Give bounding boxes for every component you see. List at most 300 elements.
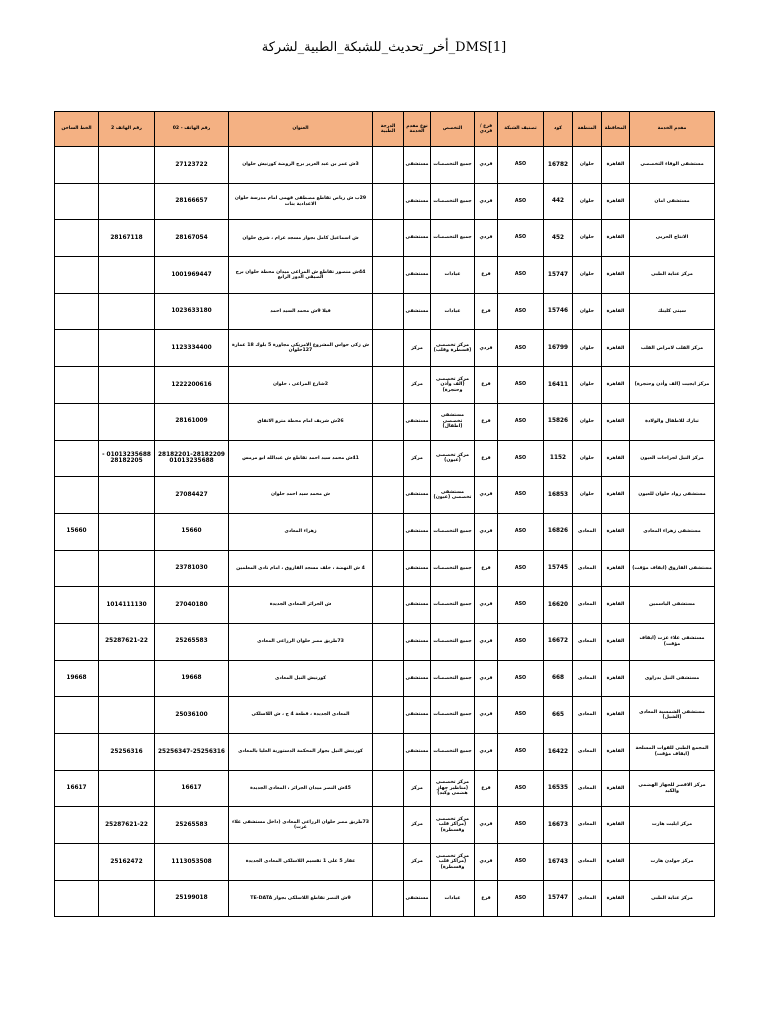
column-header: رقم الهاتف - 02 (155, 112, 229, 147)
table-cell (55, 220, 99, 257)
column-header: فرع / فردي (475, 112, 498, 147)
table-cell: مركز (404, 770, 431, 807)
table-cell (99, 183, 155, 220)
table-cell: القاهرة (602, 880, 630, 917)
table-cell: مركز (404, 367, 431, 404)
table-row (55, 220, 715, 257)
table-cell (373, 807, 404, 844)
table-cell: 28166657 (155, 183, 229, 220)
table-cell (99, 257, 155, 294)
table-cell: ASO (498, 220, 544, 257)
table-cell: عيادات (431, 880, 475, 917)
table-cell (373, 330, 404, 367)
table-cell: ASO (498, 660, 544, 697)
table-cell (55, 477, 99, 514)
column-header: المحافظة (602, 112, 630, 147)
table-cell: القاهرة (602, 477, 630, 514)
table-cell: كورنيش النيل المعادى (229, 660, 373, 697)
table-cell: فردي (475, 220, 498, 257)
table-row (55, 550, 715, 587)
table-cell (373, 880, 404, 917)
table-cell: القاهرة (602, 550, 630, 587)
table-cell: 15746 (544, 293, 573, 330)
table-cell (373, 220, 404, 257)
table-cell: مركز تخصصى (مراكز قلب وقسطرة) (431, 807, 475, 844)
table-cell: القاهرة (602, 220, 630, 257)
table-cell: 4 ش النهضة ، خلف مسجد الفاروق ، امام نادى المعلمين (229, 550, 373, 587)
table-cell: 28167054 (155, 220, 229, 257)
column-header: التخصص (431, 112, 475, 147)
table-cell (55, 183, 99, 220)
table-cell: فرع (475, 880, 498, 917)
table-cell (373, 257, 404, 294)
table-cell: فردي (475, 623, 498, 660)
table-cell: فردي (475, 844, 498, 881)
table-cell: ASO (498, 623, 544, 660)
table-cell: القاهرة (602, 844, 630, 881)
table-cell (99, 293, 155, 330)
table-cell: القاهرة (602, 623, 630, 660)
table-cell: 1113053508 (155, 844, 229, 881)
table-cell: ASO (498, 770, 544, 807)
table-cell (373, 844, 404, 881)
table-cell: مستشفى الفاروق (ايقاف مؤقت) (630, 550, 715, 587)
table-cell (373, 697, 404, 734)
table-cell: 27084427 (155, 477, 229, 514)
table-cell: 23781030 (155, 550, 229, 587)
table-cell (99, 880, 155, 917)
table-cell: جميع التخصصات (431, 623, 475, 660)
table-cell (55, 807, 99, 844)
table-cell: ASO (498, 844, 544, 881)
table-cell: القاهرة (602, 367, 630, 404)
table-cell: ASO (498, 880, 544, 917)
table-cell: المعادى (573, 770, 602, 807)
document-title: أخر_تحديث_للشبكة_الطبية_لشركة_DMS[1] (261, 40, 507, 55)
table-cell: 16826 (544, 513, 573, 550)
table-cell: ش زكى حواس المشروع الامريكى مجاورة 5 بلوك 18 عمارة 127حلوان (229, 330, 373, 367)
table-row (55, 807, 715, 844)
table-cell: فردي (475, 587, 498, 624)
table-cell: 1123334400 (155, 330, 229, 367)
table-cell: 1001969447 (155, 257, 229, 294)
table-cell: ASO (498, 477, 544, 514)
table-cell: المعادى (573, 587, 602, 624)
table-cell (373, 550, 404, 587)
table-cell: القاهرة (602, 257, 630, 294)
table-cell (99, 550, 155, 587)
table-cell: المعادى (573, 697, 602, 734)
table-cell: المعادى (573, 623, 602, 660)
table-cell: حلوان (573, 330, 602, 367)
table-cell: 15826 (544, 403, 573, 440)
table-cell: جميع التخصصات (431, 183, 475, 220)
table-cell: حلوان (573, 147, 602, 184)
table-cell: فردي (475, 477, 498, 514)
table-cell (55, 293, 99, 330)
table-cell (99, 367, 155, 404)
table-cell: 16672 (544, 623, 573, 660)
table-cell: 1152 (544, 440, 573, 477)
table-cell (55, 440, 99, 477)
table-cell: حلوان (573, 183, 602, 220)
table-row (55, 734, 715, 771)
table-cell: ASO (498, 183, 544, 220)
table-cell: المعادى (573, 807, 602, 844)
table-cell: مركز تخصصى (قسطرة وقلب) (431, 330, 475, 367)
table-cell: 73طريق مصر حلوان الزراعى المعادى (داخل مستشفى علاء عزت) (229, 807, 373, 844)
table-cell: 25199018 (155, 880, 229, 917)
table-cell: 2شارع المراغى ، حلوان (229, 367, 373, 404)
table-cell: 29ب ش رياض تقاطع مصطفى فهمى امام مدرسة حلوان الاعدادية بنات (229, 183, 373, 220)
table-cell (99, 477, 155, 514)
table-cell: ASO (498, 513, 544, 550)
column-header: المنطقة (573, 112, 602, 147)
table-cell (55, 550, 99, 587)
table-cell: 28161009 (155, 403, 229, 440)
table-cell: ASO (498, 403, 544, 440)
table-cell: ASO (498, 697, 544, 734)
table-cell: فيلا 9ش محمد السيد احمد (229, 293, 373, 330)
table-cell (55, 623, 99, 660)
table-row (55, 440, 715, 477)
table-cell (373, 477, 404, 514)
table-row (55, 293, 715, 330)
table-cell: فردي (475, 807, 498, 844)
table-cell: حلوان (573, 403, 602, 440)
table-cell (373, 367, 404, 404)
table-cell: القاهرة (602, 697, 630, 734)
column-header: تصنيف الشبكة (498, 112, 544, 147)
table-cell: سيتى كلينك (630, 293, 715, 330)
column-header: العنوان (229, 112, 373, 147)
table-cell (55, 257, 99, 294)
table-cell (99, 770, 155, 807)
table-cell: مستشفى (404, 660, 431, 697)
table-cell: 15660 (55, 513, 99, 550)
table-cell: مستشفى (404, 477, 431, 514)
table-cell: مركز القلب لامراض القلب (630, 330, 715, 367)
table-cell: 26ش شريف امام محطة مترو الاتفاق (229, 403, 373, 440)
table-cell: 16617 (55, 770, 99, 807)
table-cell: مركز النيل لجراحات العيون (630, 440, 715, 477)
table-cell: 19668 (55, 660, 99, 697)
column-header: كود (544, 112, 573, 147)
table-cell: مستشفى الوفاء التخصصي (630, 147, 715, 184)
table-cell (373, 770, 404, 807)
table-cell (373, 623, 404, 660)
table-cell: 25287621-22 (99, 807, 155, 844)
table-cell: ASO (498, 550, 544, 587)
column-header: مقدم الخدمة (630, 112, 715, 147)
table-cell: ASO (498, 367, 544, 404)
table-cell: مستشفى زهراء المعادى (630, 513, 715, 550)
table-cell: مستشفى الياسمين (630, 587, 715, 624)
table-cell: 15747 (544, 880, 573, 917)
table-cell: القاهرة (602, 147, 630, 184)
table-cell: مركز تخصصى (عيون) (431, 440, 475, 477)
table-cell: فردي (475, 660, 498, 697)
table-cell: 15745 (544, 550, 573, 587)
table-cell: فردي (475, 513, 498, 550)
table-cell: 44ش منصور تقاطع ش المراغى ميدان محطة حلوان برج الصيفى الدور الرابع (229, 257, 373, 294)
table-cell: مركز عناية الطبى (630, 880, 715, 917)
table-cell: القاهرة (602, 660, 630, 697)
table-row (55, 403, 715, 440)
table-cell: جميع التخصصات (431, 587, 475, 624)
table-cell: مستشفى رواد حلوان للعيون (630, 477, 715, 514)
table-cell: جميع التخصصات (431, 697, 475, 734)
table-cell: 25256316 (99, 734, 155, 771)
table-cell: حلوان (573, 220, 602, 257)
table-cell (55, 697, 99, 734)
table-cell: مركز (404, 330, 431, 367)
table-cell: مستشفى تخصصى (اطفال) (431, 403, 475, 440)
table-row (55, 147, 715, 184)
table-row (55, 697, 715, 734)
table-cell: مستشفى (404, 880, 431, 917)
table-cell: 73طريق مصر حلوان الزراعى المعادى (229, 623, 373, 660)
table-cell: 28182201-28182209 01013235688 (155, 440, 229, 477)
table-cell: 16782 (544, 147, 573, 184)
table-cell: 1023633180 (155, 293, 229, 330)
table-cell: 25256347-25256316 (155, 734, 229, 771)
table-cell: مركز تخصصى (الف وأذن وحنجرة) (431, 367, 475, 404)
table-cell (99, 147, 155, 184)
table-cell: القاهرة (602, 403, 630, 440)
table-cell: 16743 (544, 844, 573, 881)
table-row (55, 367, 715, 404)
table-cell: 16617 (155, 770, 229, 807)
table-cell: المجمع الطبى للقوات المسلحة (ايقاف مؤقت) (630, 734, 715, 771)
table-cell: ش اسماعيل كامل بجوار مسجد عزام ، شرق حلوان (229, 220, 373, 257)
table-cell: 16673 (544, 807, 573, 844)
table-cell: مركز جولدن هارت (630, 844, 715, 881)
table-row (55, 183, 715, 220)
table-cell: فرع (475, 367, 498, 404)
table-cell: المعادى (573, 880, 602, 917)
table-cell: مركز ايليت هارت (630, 807, 715, 844)
table-cell (55, 844, 99, 881)
table-cell: ش محمد سيد احمد حلوان (229, 477, 373, 514)
table-cell: الانتاج الحربى (630, 220, 715, 257)
column-header: الدرجة الطبية (373, 112, 404, 147)
table-cell: فرع (475, 293, 498, 330)
table-cell: فردي (475, 183, 498, 220)
table-cell: المعادى (573, 844, 602, 881)
table-row (55, 330, 715, 367)
table-cell: 15660 (155, 513, 229, 550)
table-cell: 1014111130 (99, 587, 155, 624)
table-cell (373, 403, 404, 440)
table-cell: 27123722 (155, 147, 229, 184)
table-cell: تبارك للاطفال والولادة (630, 403, 715, 440)
table-cell: ASO (498, 257, 544, 294)
table-cell (55, 367, 99, 404)
table-cell (373, 147, 404, 184)
table-cell: المعادى (573, 550, 602, 587)
table-cell (55, 880, 99, 917)
table-cell (55, 734, 99, 771)
table-cell: ASO (498, 587, 544, 624)
table-cell: مستشفى (404, 183, 431, 220)
column-header: الخط الساخن (55, 112, 99, 147)
table-row (55, 770, 715, 807)
table-cell (373, 734, 404, 771)
table-cell: القاهرة (602, 513, 630, 550)
column-header: رقم الهاتف 2 (99, 112, 155, 147)
table-cell: جميع التخصصات (431, 220, 475, 257)
table-row (55, 257, 715, 294)
table-cell (373, 293, 404, 330)
table-body (55, 147, 715, 917)
table-cell (55, 330, 99, 367)
table-cell: فردي (475, 147, 498, 184)
table-cell: ASO (498, 440, 544, 477)
table-cell: مركز ايجيت (الف وأذن وحنجرة) (630, 367, 715, 404)
column-header: نوع مقدم الخدمة (404, 112, 431, 147)
table-cell: ASO (498, 147, 544, 184)
table-cell: مستشفى (404, 257, 431, 294)
table-cell: فرع (475, 403, 498, 440)
table-cell: 668 (544, 660, 573, 697)
table-cell: 25265583 (155, 623, 229, 660)
table-cell: 3ش عمر بن عبد العزيز برج الروضة كورنيش حلوان (229, 147, 373, 184)
table-cell: ASO (498, 330, 544, 367)
table-cell: مركز (404, 440, 431, 477)
table-cell: القاهرة (602, 440, 630, 477)
table-cell: 665 (544, 697, 573, 734)
table-cell: فردي (475, 734, 498, 771)
table-cell: مركز تخصصى (مناظير جهاز هضمى وكبد) (431, 770, 475, 807)
table-row (55, 513, 715, 550)
table-cell: 16422 (544, 734, 573, 771)
table-row (55, 623, 715, 660)
table-cell: مركز الاقصر للجهاز الهضمى والكبد (630, 770, 715, 807)
table-cell: 16535 (544, 770, 573, 807)
table-cell: ASO (498, 293, 544, 330)
table-cell: مركز (404, 807, 431, 844)
table-cell: جميع التخصصات (431, 513, 475, 550)
table-cell: 25162472 (99, 844, 155, 881)
table-cell: القاهرة (602, 183, 630, 220)
table-cell: القاهرة (602, 807, 630, 844)
table-cell: 16799 (544, 330, 573, 367)
table-cell: 28167118 (99, 220, 155, 257)
table-cell (99, 403, 155, 440)
table-cell: جميع التخصصات (431, 734, 475, 771)
table-cell: المعادى (573, 660, 602, 697)
table-cell: فرع (475, 770, 498, 807)
table-cell: مستشفى النيل بدراوى (630, 660, 715, 697)
table-cell: جميع التخصصات (431, 660, 475, 697)
table-cell: 16411 (544, 367, 573, 404)
table-cell: مستشفى (404, 513, 431, 550)
table-cell: 1222200616 (155, 367, 229, 404)
table-cell (373, 440, 404, 477)
table-cell: مستشفى (404, 734, 431, 771)
table-cell: 452 (544, 220, 573, 257)
table-cell: حلوان (573, 367, 602, 404)
table-cell (373, 513, 404, 550)
table-cell (55, 587, 99, 624)
table-cell: عيادات (431, 257, 475, 294)
table-cell: حلوان (573, 440, 602, 477)
table-cell: 16853 (544, 477, 573, 514)
table-cell: مستشفى (404, 220, 431, 257)
table-cell: مركز تخصصى (مراكز قلب وقسطرة) (431, 844, 475, 881)
table-row (55, 844, 715, 881)
table-header-row (55, 112, 715, 147)
table-cell: مستشفى امان (630, 183, 715, 220)
table-cell (99, 697, 155, 734)
table-cell: القاهرة (602, 293, 630, 330)
table-cell: جميع التخصصات (431, 550, 475, 587)
table-cell: 9ش النصر تقاطع اللاسلكى بجوار TE-DATA (229, 880, 373, 917)
table-cell: مستشفى (404, 147, 431, 184)
table-cell: عيادات (431, 293, 475, 330)
table-cell: مركز عناية الطبى (630, 257, 715, 294)
table-cell: جميع التخصصات (431, 147, 475, 184)
table-cell: مستشفى (404, 550, 431, 587)
table-cell: 41ش محمد سيد احمد تقاطع ش عبدالله ابو مزمس (229, 440, 373, 477)
table-cell: القاهرة (602, 734, 630, 771)
table-cell: 27040180 (155, 587, 229, 624)
table-cell: 25036100 (155, 697, 229, 734)
table-cell: مستشفى علاء عزت (ايقاف مؤقت) (630, 623, 715, 660)
table-cell: كورنيش النيل بجوار المحكمة الدستورية العليا بالمعادى (229, 734, 373, 771)
table-cell: فردي (475, 330, 498, 367)
table-cell: ASO (498, 734, 544, 771)
table-cell: مستشفى (404, 587, 431, 624)
table-cell (99, 660, 155, 697)
table-cell: حلوان (573, 293, 602, 330)
table-cell: فرع (475, 550, 498, 587)
table-cell: 25287621-22 (99, 623, 155, 660)
table-cell: ش الجزائر المعادى الجديدة (229, 587, 373, 624)
table-cell: فرع (475, 257, 498, 294)
table-cell: 19668 (155, 660, 229, 697)
table-cell (373, 660, 404, 697)
table-cell (99, 330, 155, 367)
table-cell: 25265583 (155, 807, 229, 844)
medical-network-table (54, 111, 715, 917)
table-cell: مركز (404, 844, 431, 881)
table-cell: المعادى الجديدة ، قطعة 4 ج ، ش اللاسلكى (229, 697, 373, 734)
table-cell: مستشفى تخصصى (عيون) (431, 477, 475, 514)
table-cell: المعادى (573, 734, 602, 771)
table-cell: فردي (475, 697, 498, 734)
table-cell (55, 403, 99, 440)
table-cell: 15747 (544, 257, 573, 294)
table-cell: عقار 5 على 1 تقسيم اللاسلكى المعادى الجديدة (229, 844, 373, 881)
table-cell: زهراء المعادى (229, 513, 373, 550)
table-row (55, 587, 715, 624)
table-cell: حلوان (573, 257, 602, 294)
table-cell: القاهرة (602, 770, 630, 807)
table-cell: 442 (544, 183, 573, 220)
table-cell: مستشفى (404, 293, 431, 330)
table-cell (55, 147, 99, 184)
table-cell: 16620 (544, 587, 573, 624)
table-cell: 01013235688 - 28182205 (99, 440, 155, 477)
table-cell: القاهرة (602, 587, 630, 624)
table-cell: مستشفى الشمسية المعادى (الشيل) (630, 697, 715, 734)
table-cell: مستشفى (404, 403, 431, 440)
table-cell: مستشفى (404, 697, 431, 734)
table-cell: فرع (475, 440, 498, 477)
table-cell: حلوان (573, 477, 602, 514)
